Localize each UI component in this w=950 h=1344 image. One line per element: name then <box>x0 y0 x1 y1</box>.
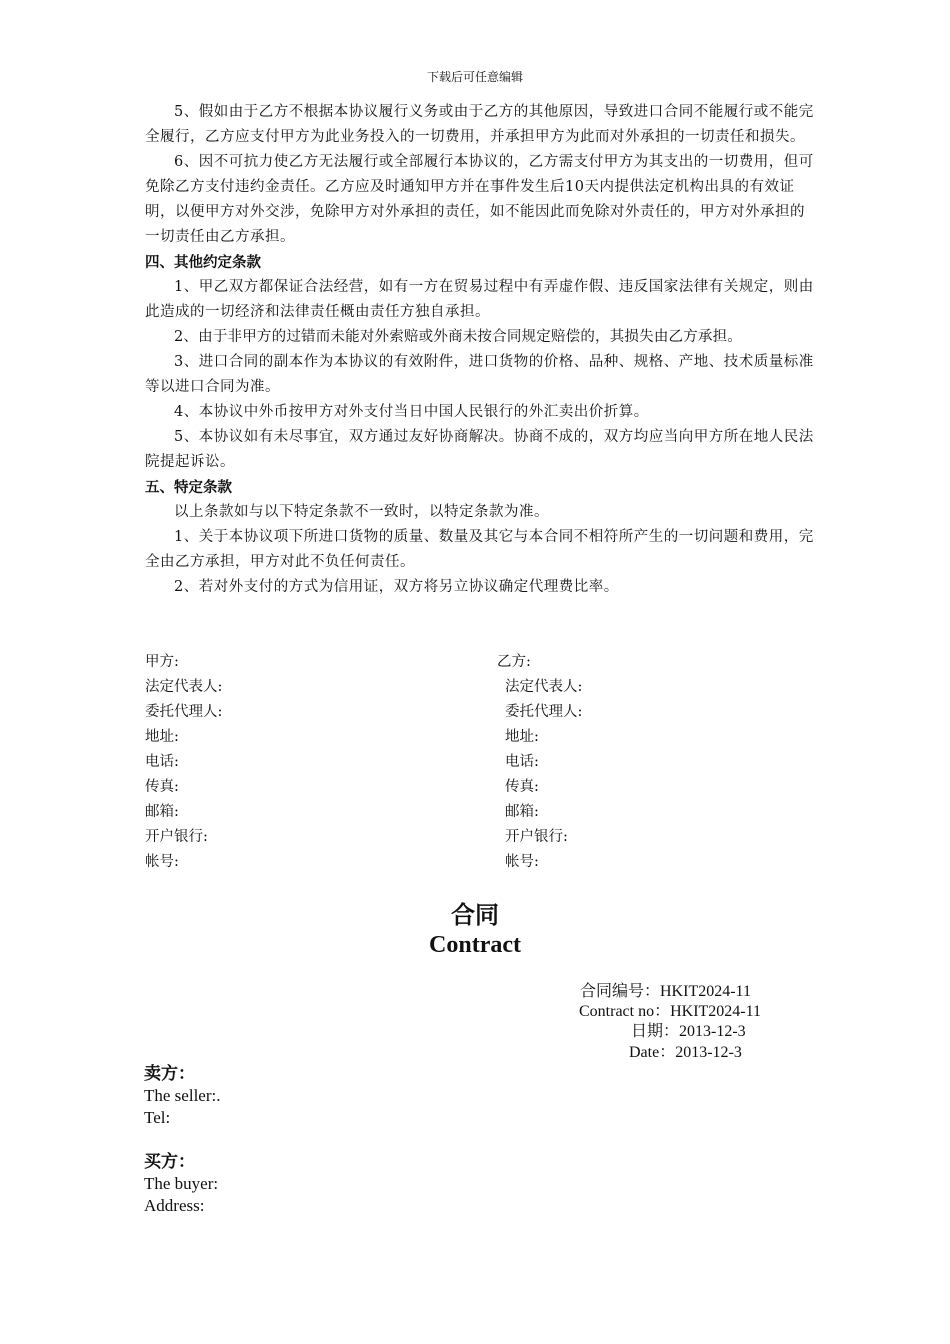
party-b-field: 委托代理人: <box>505 704 583 720</box>
party-a-field: 委托代理人: <box>145 704 223 720</box>
party-a-field: 帐号: <box>145 854 179 870</box>
party-a-field: 甲方: <box>145 654 179 670</box>
contract-number-cn: 合同编号：HKIT2024-11 <box>580 983 751 1000</box>
party-b-field: 乙方: <box>497 654 531 670</box>
signature-row <box>145 800 815 825</box>
page-header-note: 下载后可任意编辑 <box>426 70 523 84</box>
seller-label-en: The seller:. <box>144 1086 221 1105</box>
party-a-field: 电话: <box>145 754 179 770</box>
contract-title-en: Contract <box>429 932 521 958</box>
signature-row <box>145 700 815 725</box>
buyer-label-cn: 买方： <box>144 1152 195 1171</box>
section-heading: 五、特定条款 <box>145 479 232 496</box>
signature-row <box>145 825 815 850</box>
signature-row <box>145 850 815 875</box>
buyer-label-en: The buyer: <box>144 1174 219 1193</box>
contract-title-cn: 合同 <box>451 900 499 929</box>
signature-block <box>145 650 815 875</box>
signature-row <box>145 725 815 750</box>
seller-tel-label: Tel: <box>144 1108 171 1127</box>
clause-paragraph: 1、关于本协议项下所进口货物的质量、数量及其它与本合同不相符所产生的一切问题和费用，完全由乙方承担，甲方对此不负任何责任。 <box>145 529 814 570</box>
party-a-field: 开户银行: <box>145 829 208 845</box>
signature-row <box>145 775 815 800</box>
party-b-field: 开户银行: <box>505 829 568 845</box>
signature-row <box>145 750 815 775</box>
clause-paragraph: 5、假如由于乙方不根据本协议履行义务或由于乙方的其他原因，导致进口合同不能履行或不能完全履行，乙方应支付甲方为此业务投入的一切费用，并承担甲方为此而对外承担的一切责任和损失。 <box>145 104 814 145</box>
contract-date-en: Date：2013-12-3 <box>629 1044 742 1061</box>
clause-paragraph: 6、因不可抗力使乙方无法履行或全部履行本协议的，乙方需支付甲方为其支出的一切费用，但可免除乙方支付违约金责任。乙方应及时通知甲方并在事件发生后10天内提供法定机构出具的有效证明，以便甲方对外交涉，免除甲方对外承担的责任，如不能因此而免除对外责任的，甲方对外承担的一切责任由乙方承担。 <box>145 154 814 245</box>
party-b-field: 传真: <box>505 779 539 795</box>
clause-paragraph: 5、本协议如有未尽事宜，双方通过友好协商解决。协商不成的，双方均应当向甲方所在地人民法院提起诉讼。 <box>145 429 814 470</box>
party-a-field: 邮箱: <box>145 804 179 820</box>
buyer-address-label: Address: <box>144 1196 205 1215</box>
party-b-field: 法定代表人: <box>505 679 583 695</box>
clause-paragraph: 4、本协议中外币按甲方对外支付当日中国人民银行的外汇卖出价折算。 <box>174 404 649 420</box>
signature-row <box>145 675 815 700</box>
seller-label-cn: 卖方： <box>144 1064 195 1083</box>
agreement-clauses <box>145 100 815 600</box>
party-b-field: 帐号: <box>505 854 539 870</box>
signature-row <box>145 650 815 675</box>
section-heading: 四、其他约定条款 <box>145 254 261 271</box>
clause-paragraph: 2、若对外支付的方式为信用证，双方将另立协议确定代理费比率。 <box>174 579 619 595</box>
clause-paragraph: 2、由于非甲方的过错而未能对外索赔或外商未按合同规定赔偿的，其损失由乙方承担。 <box>174 329 743 345</box>
party-b-field: 地址: <box>505 729 539 745</box>
clause-paragraph: 以上条款如与以下特定条款不一致时，以特定条款为准。 <box>174 504 549 520</box>
clause-paragraph: 1、甲乙双方都保证合法经营，如有一方在贸易过程中有弄虚作假、违反国家法律有关规定，则由此造成的一切经济和法律责任概由责任方独自承担。 <box>145 279 814 320</box>
party-a-field: 地址: <box>145 729 179 745</box>
contract-date-cn: 日期：2013-12-3 <box>631 1023 746 1040</box>
contract-number-en: Contract no：HKIT2024-11 <box>579 1003 762 1020</box>
seller-section <box>144 1063 220 1129</box>
clause-paragraph: 3、进口合同的副本作为本协议的有效附件，进口货物的价格、品种、规格、产地、技术质量标准等以进口合同为准。 <box>145 354 814 395</box>
party-a-field: 法定代表人: <box>145 679 223 695</box>
party-b-field: 电话: <box>505 754 539 770</box>
party-b-field: 邮箱: <box>505 804 539 820</box>
party-a-field: 传真: <box>145 779 179 795</box>
buyer-section <box>144 1151 218 1217</box>
